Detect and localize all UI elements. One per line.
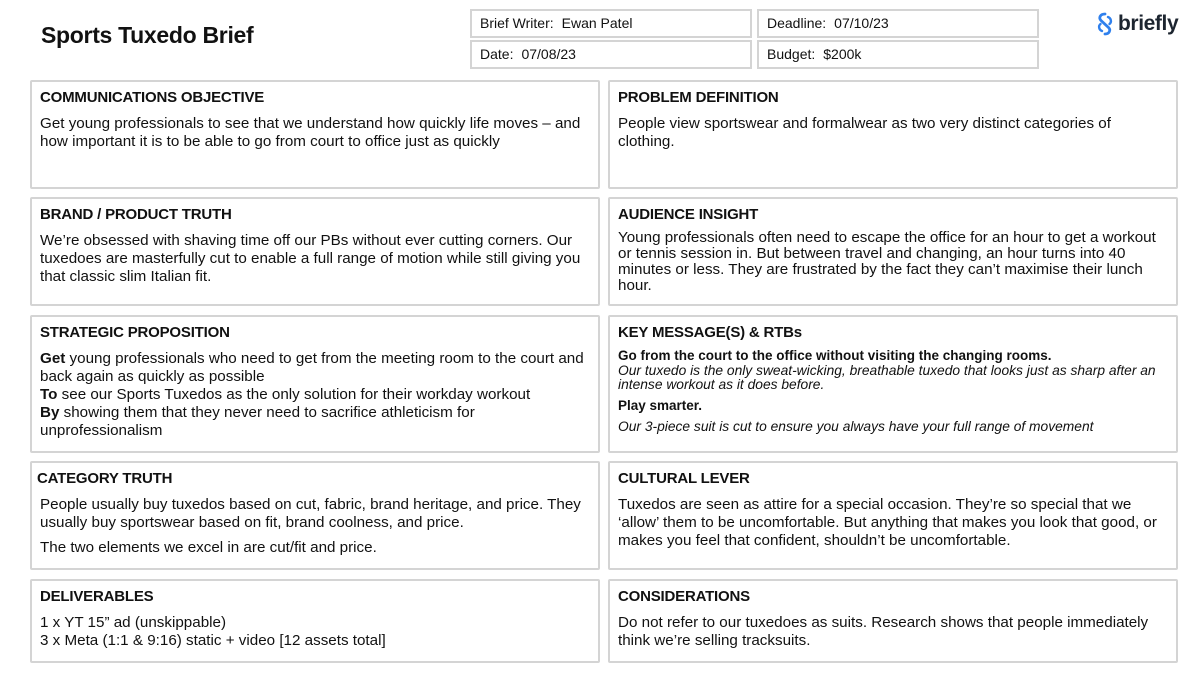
- audience-insight-section: [608, 197, 1178, 306]
- considerations-text: Do not refer to our tuxedoes as suits. Research shows that people immediately think we’re selling tracksuits.: [618, 614, 1149, 649]
- strategic-by-line: [40, 404, 590, 440]
- brief-writer-label: Brief Writer:: [480, 15, 554, 31]
- communications-objective-text: Get young professionals to see that we understand how quickly life moves – and how important it is to be able to go from court to office just as quickly: [40, 115, 581, 150]
- brief-writer-field: [470, 9, 752, 38]
- key-message-1: Go from the court to the office without visiting the changing rooms.: [618, 348, 1052, 363]
- deliverables-section: [30, 579, 600, 663]
- key-messages-section: [608, 315, 1178, 453]
- budget-label: Budget:: [767, 46, 816, 62]
- date-label: Date:: [480, 46, 514, 62]
- strategic-proposition-section: [30, 315, 600, 453]
- communications-objective-section: [30, 80, 600, 189]
- strategic-proposition-body: [40, 350, 590, 440]
- cultural-lever-text: Tuxedos are seen as attire for a special occasion. They’re so special that we ‘allow’ them to be uncomfortable. But anything that makes you look that good, or makes you feel that confident, shouldn’t be uncomfortable.: [618, 496, 1157, 549]
- strategic-get-line: [40, 350, 590, 386]
- strategic-to-text: see our Sports Tuxedos as the only solution for their workday workout: [57, 386, 531, 403]
- category-truth-section: [30, 461, 600, 570]
- cultural-lever-heading: CULTURAL LEVER: [618, 470, 750, 487]
- brand-product-truth-section: [30, 197, 600, 306]
- cultural-lever-section: [608, 461, 1178, 570]
- key-message-rtb-2: Our 3-piece suit is cut to ensure you always have your full range of movement: [618, 419, 1094, 434]
- audience-insight-heading: AUDIENCE INSIGHT: [618, 206, 759, 223]
- brief-writer-value: Ewan Patel: [561, 15, 633, 31]
- strategic-to-line: [40, 386, 590, 404]
- deadline-field: [757, 9, 1039, 38]
- key-message-2: Play smarter.: [618, 398, 703, 413]
- problem-definition-heading: PROBLEM DEFINITION: [618, 89, 779, 106]
- brief-title: Sports Tuxedo Brief: [41, 22, 254, 48]
- deliverables-item-2: 3 x Meta (1:1 & 9:16) static + video [12 assets total]: [40, 632, 386, 649]
- strategic-by-label: By: [40, 404, 60, 421]
- considerations-section: [608, 579, 1178, 663]
- budget-value: $200k: [823, 46, 862, 62]
- briefly-logo-icon: [1096, 12, 1114, 36]
- category-truth-heading: CATEGORY TRUTH: [37, 470, 173, 487]
- strategic-get-label: Get: [40, 350, 66, 367]
- deadline-value: 07/10/23: [834, 15, 889, 31]
- budget-field: [757, 40, 1039, 69]
- strategic-to-label: To: [40, 386, 58, 403]
- briefly-logo: [1096, 12, 1178, 36]
- brand-product-truth-heading: BRAND / PRODUCT TRUTH: [40, 206, 232, 223]
- key-message-rtb-1: Our tuxedo is the only sweat-wicking, breathable tuxedo that looks just as sharp after an intense workout as it does before.: [618, 363, 1156, 392]
- strategic-by-text: showing them that they never need to sacrifice athleticism for unprofessionalism: [40, 404, 475, 439]
- brand-product-truth-text: We’re obsessed with shaving time off our PBs without ever cutting corners. Our tuxedoes are masterfully cut to enable a full range of motion while still giving you that classic slim Italian fit.: [40, 232, 581, 285]
- deliverables-item-1: 1 x YT 15” ad (unskippable): [40, 614, 227, 631]
- date-field: [470, 40, 752, 69]
- category-truth-text-2: The two elements we excel in are cut/fit and price.: [40, 539, 377, 556]
- key-messages-heading: KEY MESSAGE(S) & RTBs: [618, 324, 802, 341]
- strategic-proposition-heading: STRATEGIC PROPOSITION: [40, 324, 230, 341]
- category-truth-text-1: People usually buy tuxedos based on cut, fabric, brand heritage, and price. They usually buy sportswear based on fit, brand coolness, and price.: [40, 496, 581, 531]
- date-value: 07/08/23: [521, 46, 576, 62]
- deliverables-heading: DELIVERABLES: [40, 588, 154, 605]
- briefly-logo-text: briefly: [1118, 12, 1179, 35]
- communications-objective-heading: COMMUNICATIONS OBJECTIVE: [40, 89, 265, 106]
- considerations-heading: CONSIDERATIONS: [618, 588, 750, 605]
- problem-definition-text: People view sportswear and formalwear as two very distinct categories of clothing.: [618, 115, 1111, 150]
- problem-definition-section: [608, 80, 1178, 189]
- deadline-label: Deadline:: [767, 15, 827, 31]
- strategic-get-text: young professionals who need to get from the meeting room to the court and back again as quickly as possible: [40, 350, 584, 385]
- audience-insight-text: Young professionals often need to escape the office for an hour to get a workout or tennis session in. But between travel and changing, an hour turns into 40 minutes or less. They are frustrated by the fact they can’t maximise their lunch hour.: [618, 229, 1156, 294]
